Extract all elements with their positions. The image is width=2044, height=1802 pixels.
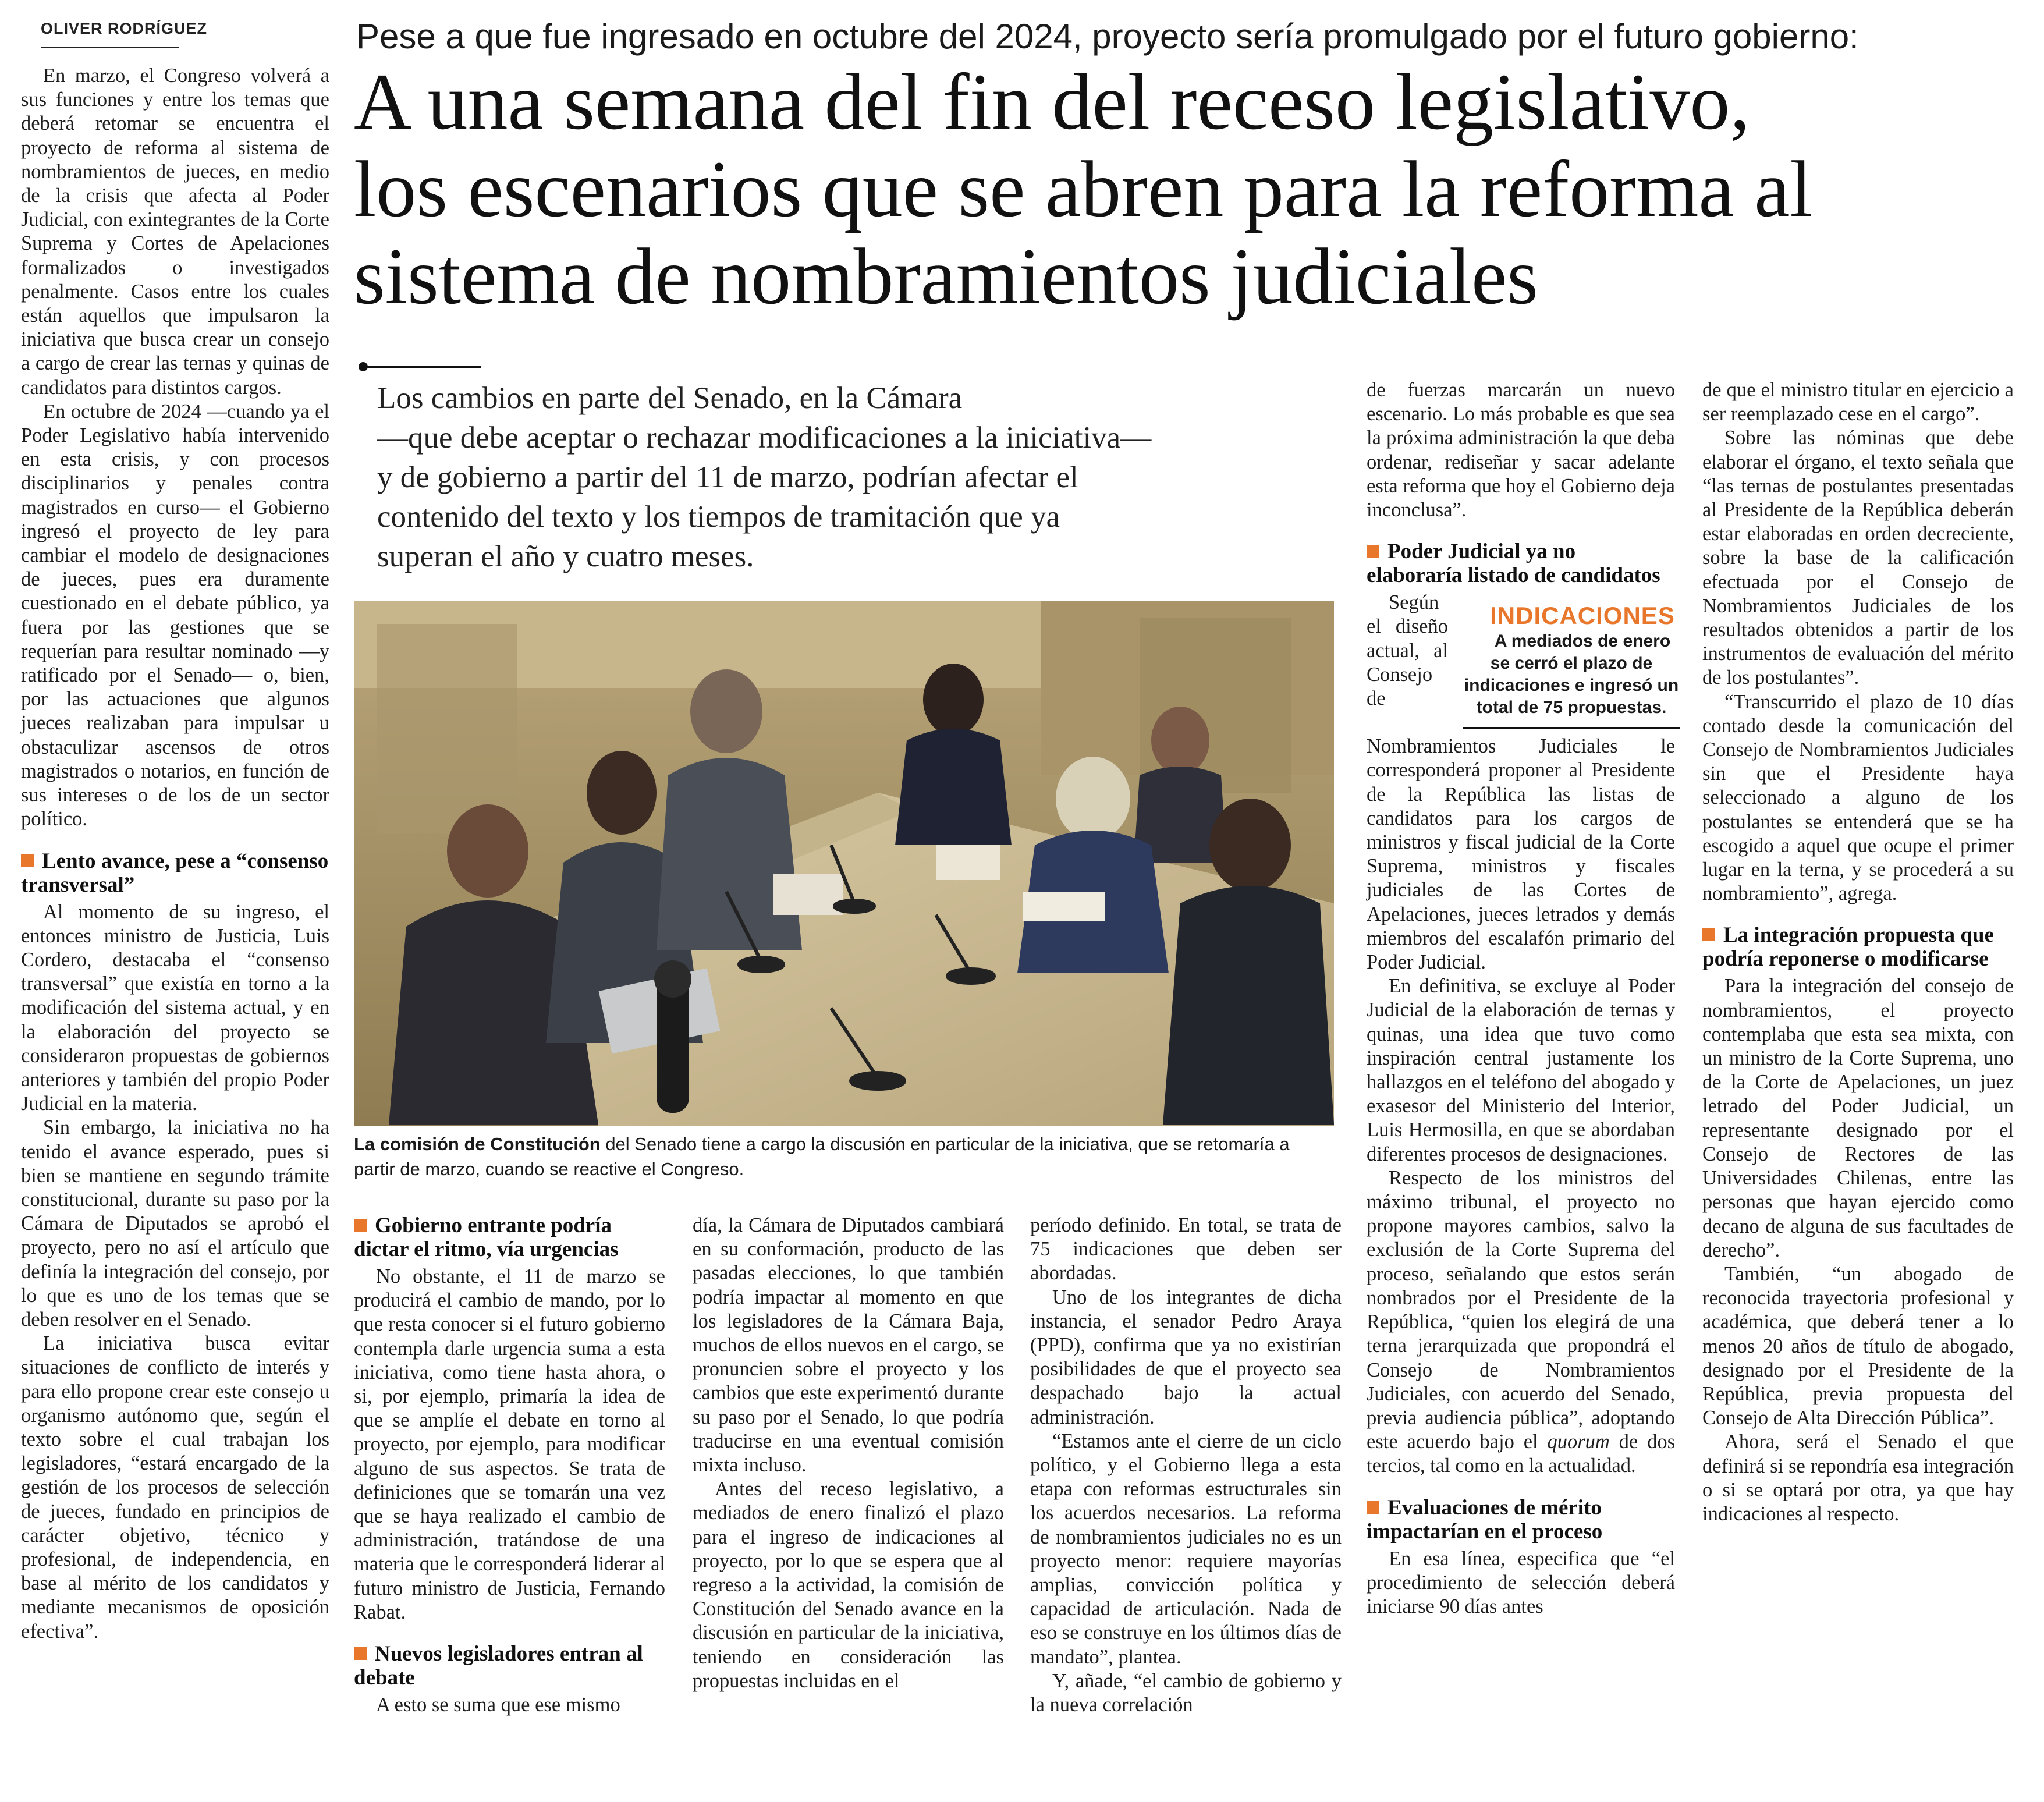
- section-square-icon: [354, 1647, 367, 1660]
- column-2: [354, 1214, 665, 1717]
- column-6: [1702, 378, 2014, 1526]
- col2-subheading: Gobierno entrante podría dictar el ritmo, vía urgencias: [354, 1214, 619, 1261]
- caption-body: del Senado tiene a cargo la discusión en particular de la iniciativa, que se retomaría a partir de marzo, cuando se reactive el Congreso.: [354, 1134, 1290, 1179]
- section-square-icon: [354, 1219, 367, 1232]
- col2-paragraph: No obstante, el 11 de marzo se producirá el cambio de mando, por lo que resta conocer si el futuro gobierno contempla darle urgencia suma a esta iniciativa, como tiene hasta ahora, o si, por ejemplo, primaría la idea de que se amplíe el debate en torno al proyecto, por ejemplo, para modificar alguno de sus aspectos. Se trata de definiciones que se tomarán una vez que se haya realizado el cambio de administración, tratándose de una materia que le corresponderá liderar al futuro ministro de Justicia, Fernando Rabat.: [354, 1265, 665, 1623]
- title-divider-rule: [367, 366, 481, 368]
- deck-line-2: —que debe aceptar o rechazar modificaciones a la iniciativa—: [377, 421, 1152, 455]
- col1-paragraph: Sin embargo, la iniciativa no ha tenido el avance esperado, pues si bien se mantiene en segundo trámite constitucional, durante su paso por la Cámara de Diputados se aprobó el proyecto, pero no así el artículo que definía la integración del consejo, por lo que es uno de los temas que se deben resolver en el Senado.: [21, 1116, 329, 1331]
- column-4: [1030, 1214, 1342, 1717]
- section-square-icon: [1367, 1501, 1379, 1514]
- headline-line-2: los escenarios que se abren para la reforma al: [354, 144, 1812, 233]
- deck: [377, 378, 1326, 576]
- col6-subheading: La integración propuesta que podría reponerse o modificarse: [1702, 923, 1994, 971]
- photo-illustration: [354, 601, 1334, 1126]
- col2-subheading: Nuevos legisladores entran al debate: [354, 1642, 643, 1690]
- col4-paragraph: período definido. En total, se trata de 75 indicaciones que deben ser abordadas.: [1030, 1214, 1342, 1285]
- column-5: [1367, 378, 1679, 1619]
- indicaciones-box-body: A mediados de enero se cerró el plazo de indicaciones e ingresó un total de 75 propuestas.: [1464, 632, 1679, 718]
- col6-paragraph: “Transcurrido el plazo de 10 días contado desde la comunicación del Consejo de Nombramientos Judiciales sin que el Presidente haya seleccionado a alguno de los postulantes se entenderá que se ha escogido a aquel que ocupe el primer lugar en la terna, y se procederá a su nombramiento”, agrega.: [1702, 690, 2014, 905]
- photo-caption: [354, 1131, 1334, 1182]
- col1-paragraph: Al momento de su ingreso, el entonces ministro de Justicia, Luis Cordero, destacaba el “consenso transversal” que existía en torno a la modificación del sistema actual, y en la elaboración del proyecto se consideraron propuestas de gobiernos anteriores y también del propio Poder Judicial en la materia.: [21, 900, 329, 1115]
- indicaciones-box-title: INDICACIONES: [1490, 602, 1675, 630]
- col4-paragraph: “Estamos ante el cierre de un ciclo político, y el Gobierno llega a esta etapa con reformas estructurales sin los acuerdos necesarios. La reforma de nombramientos judiciales no es un proyecto menor: requiere mayorías amplias, convicción política y capacidad de articulación. Nada de eso se construye en los últimos días de mandato”, plantea.: [1030, 1429, 1342, 1668]
- deck-line-3: y de gobierno a partir del 11 de marzo, podrían afectar el: [377, 460, 1078, 494]
- col6-paragraph: Para la integración del consejo de nombramientos, el proyecto contemplaba que esta sea mixta, con un ministro de la Corte Suprema, uno de la Corte de Apelaciones, un juez letrado del Poder Judicial, un representante designado por el Consejo de Rectores de las Universidades Chilenas, entre las personas que hayan ejercido como decano de alguna de sus facultades de derecho”.: [1702, 975, 2014, 1261]
- deck-line-4: contenido del texto y los tiempos de tramitación que ya: [377, 500, 1060, 534]
- col1-paragraph: La iniciativa busca evitar situaciones de conflicto de interés y para ello propone crear este consejo u organismo autónomo que, según el texto sobre el cual trabajan los legisladores, “estará encargado de la gestión de los procesos de selección de jueces, fundado en principios de carácter objetivo, técnico y profesional, de independencia, en base al mérito de los candidatos y mediante mecanismos de oposición efectiva”.: [21, 1332, 329, 1643]
- column-3: [693, 1214, 1004, 1693]
- col3-paragraph: Antes del receso legislativo, a mediados de enero finalizó el plazo para el ingreso de indicaciones al proyecto, por lo que se espera que al regreso a la actividad, la comisión de Constitución del Senado avance en la discusión en particular de la iniciativa, teniendo en consideración las propuestas incluidas en el: [693, 1478, 1004, 1692]
- section-square-icon: [1367, 545, 1379, 558]
- column-1: [21, 64, 329, 1644]
- indicaciones-box: [1463, 597, 1680, 729]
- headline-line-1: A una semana del fin del receso legislativo,: [354, 57, 1750, 146]
- col5-paragraph: En definitiva, se excluye al Poder Judicial de la elaboración de ternas y quinas, una idea que tuvo como inspiración central justamente los hallazgos en el teléfono del abogado y exasesor del Ministerio del Interior, Luis Hermosilla, en que se abordaban diferentes procesos de designaciones.: [1367, 975, 1675, 1165]
- col6-paragraph: Ahora, será el Senado el que definirá si se repondría esa integración o si se optará por otra, ya que hay indicaciones al respecto.: [1702, 1431, 2014, 1525]
- col2-paragraph: A esto se suma que ese mismo: [376, 1694, 620, 1716]
- deck-line-5: superan el año y cuatro meses.: [377, 540, 754, 573]
- kicker: Pese a que fue ingresado en octubre del 2024, proyecto sería promulgado por el futuro gobierno:: [356, 17, 1859, 56]
- section-square-icon: [1702, 928, 1715, 941]
- photo-senate-commission: [354, 601, 1334, 1126]
- col5-paragraph: INDICACIONES A mediados de enero se cerró el plazo de indicaciones e ingresó un total de 75 propuestas. Según el diseño actual, al Consejo de Nombramientos Judiciales le corresponderá proponer al Presidente de la República las listas de candidatos para los cargos de ministros y fiscal judicial de la Corte Suprema, ministros y fiscales judiciales de las Cortes de Apelaciones, jueces letrados y demás miembros del escalafón primario del Poder Judicial.: [1367, 591, 1679, 974]
- col5-paragraph: de fuerzas marcarán un nuevo escenario. Lo más probable es que sea la próxima administración la que deba ordenar, rediseñar y sacar adelante esta reforma que hoy el Gobierno deja inconclusa”.: [1367, 379, 1675, 522]
- col4-paragraph: Y, añade, “el cambio de gobierno y la nueva correlación: [1030, 1669, 1342, 1716]
- headline-line-3: sistema de nombramientos judiciales: [354, 232, 1539, 321]
- col3-paragraph: día, la Cámara de Diputados cambiará en su conformación, producto de las pasadas elecciones, lo que también podría impactar al momento en que los legisladores de la Cámara Baja, muchos de ellos nuevos en el cargo, se pronuncien sobre el proyecto y los cambios que este experimentó durante su paso por el Senado, lo que podría traducirse en una eventual comisión mixta incluso.: [693, 1214, 1004, 1477]
- deck-line-1: Los cambios en parte del Senado, en la Cámara: [377, 381, 963, 415]
- col5-paragraph: Respecto de los ministros del máximo tribunal, el proyecto no propone mayores cambios, salvo la exclusión de la Corte Suprema del proceso, señalando que estos serán nombrados por el Presidente de la República, “quien los elegirá de una terna jerarquizada que propondrá el Consejo de Nombramientos Judiciales, con acuerdo del Senado, previa audiencia pública”, adoptando este acuerdo bajo el quorum de dos tercios, tal como en la actualidad.: [1367, 1166, 1675, 1477]
- byline: OLIVER RODRÍGUEZ: [41, 20, 208, 37]
- col1-subheading: Lento avance, pese a “consenso transversal”: [21, 849, 329, 897]
- col4-paragraph: Uno de los integrantes de dicha instancia, el senador Pedro Araya (PPD), confirma que ya no existirían posibilidades de que el proyecto sea despachado bajo la actual administración.: [1030, 1286, 1342, 1428]
- col6-paragraph: También, “un abogado de reconocida trayectoria profesional y académica, que deberá tener a lo menos 20 años de título de abogado, designado por el Presidente de la República, previa propuesta del Consejo de Alta Dirección Pública”.: [1702, 1262, 2014, 1429]
- col1-paragraph: En octubre de 2024 —cuando ya el Poder Legislativo había intervenido en esta crisis, y con procesos disciplinarios y penales contra magistrados en curso— el Gobierno ingresó el proyecto de ley para cambiar el modelo de designaciones de jueces, pues era duramente cuestionado en el debate público, ya fuera por las gestiones que se requerían para resultar nominado —y ratificado por el Senado— o, bien, por las actuaciones que algunos jueces realizaban para impulsar u obstaculizar ascensos de otros magistrados o notarios, en función de sus intereses o de los de un sector político.: [21, 400, 329, 831]
- col1-paragraph: En marzo, el Congreso volverá a sus funciones y entre los temas que deberá retomar se encuentra el proyecto de reforma al sistema de nombramientos de jueces, en medio de la crisis que afecta al Poder Judicial, con exintegrantes de la Corte Suprema y Cortes de Apelaciones formalizados o investigados penalmente. Casos entre los cuales están aquellos que impulsaron la iniciativa que busca crear un consejo a cargo de crear las ternas y quinas de candidatos para distintos cargos.: [21, 65, 329, 399]
- col6-paragraph: Sobre las nóminas que debe elaborar el órgano, el texto señala que “las ternas de postulantes presentadas al Presidente de la República deberán estar elaboradas en orden decreciente, sobre la base de la calificación efectuada por el Consejo de Nombramientos Judiciales de los resultados obtenidos a partir de los instrumentos de evaluación del mérito de los postulantes”.: [1702, 427, 2014, 689]
- headline: [354, 58, 2030, 320]
- col5-subheading: Evaluaciones de mérito impactarían en el proceso: [1367, 1495, 1603, 1544]
- byline-rule: [41, 47, 179, 48]
- section-square-icon: [21, 854, 34, 867]
- col5-paragraph: En esa línea, especifica que “el procedimiento de selección deberá iniciarse 90 días antes: [1367, 1547, 1675, 1617]
- col5-subheading: Poder Judicial ya no elaboraría listado de candidatos: [1367, 540, 1660, 588]
- caption-lead: La comisión de Constitución: [354, 1134, 601, 1154]
- col6-paragraph: de que el ministro titular en ejercicio a ser reemplazado cese en el cargo”.: [1702, 379, 2014, 425]
- quorum-term: quorum: [1547, 1431, 1610, 1453]
